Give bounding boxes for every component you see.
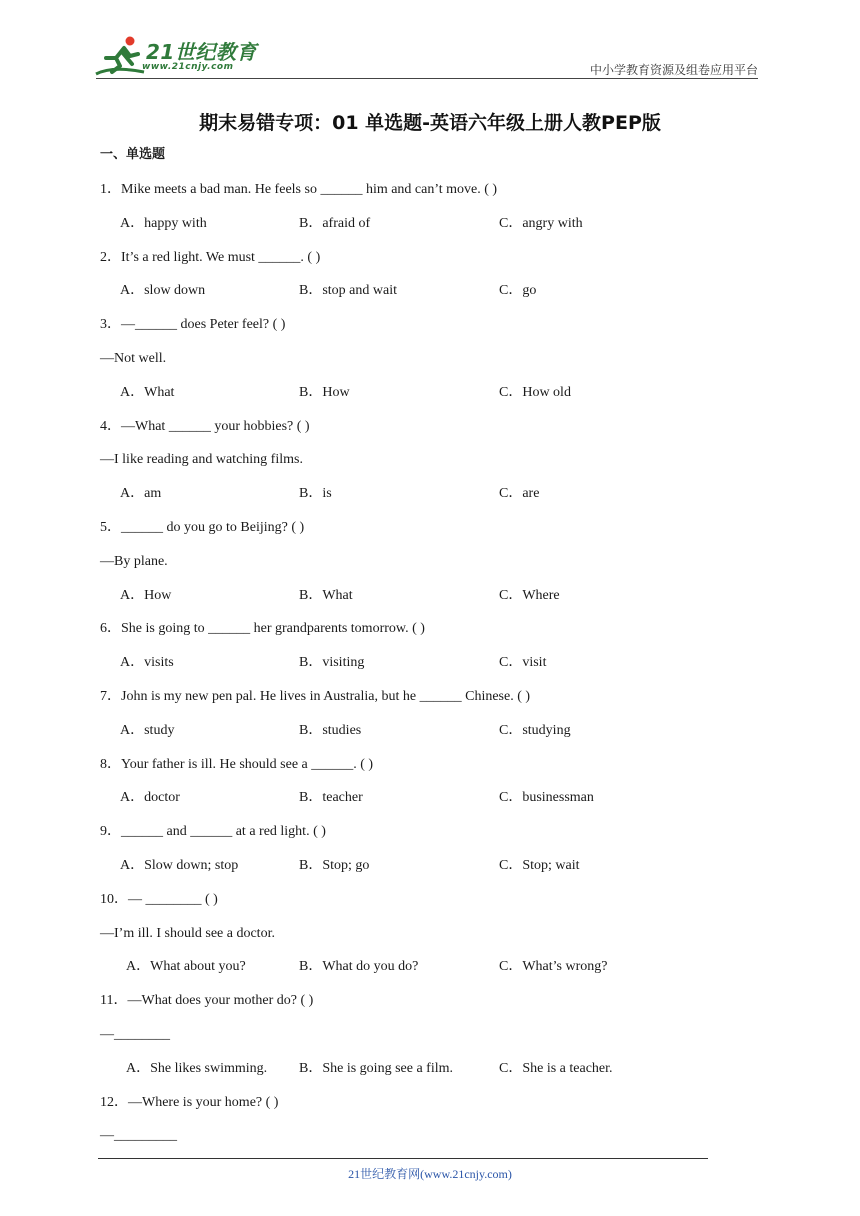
- question-response: —I like reading and watching films.: [100, 452, 303, 468]
- question-stem: 3．—______ does Peter feel? ( ): [100, 317, 286, 333]
- option-a: A．What: [120, 384, 175, 400]
- options-row: [100, 721, 760, 755]
- option-c: C．visit: [499, 655, 547, 671]
- options-row: [100, 484, 760, 518]
- logo-text: 21世纪教育: [146, 40, 257, 64]
- question-item: [100, 315, 760, 416]
- section-heading: 一、单选题: [100, 147, 166, 162]
- option-a: A．slow down: [120, 283, 206, 299]
- footer-divider: [98, 1158, 708, 1159]
- option-a: A．happy with: [120, 215, 207, 231]
- question-item: [100, 518, 760, 619]
- option-a: A．am: [120, 486, 162, 502]
- question-item: [100, 180, 760, 248]
- options-row: [100, 957, 760, 991]
- logo-url: www.21cnjy.com: [142, 62, 234, 72]
- question-item: [100, 417, 760, 518]
- options-row: [100, 281, 760, 315]
- options-row: [100, 214, 760, 248]
- option-a: A．visits: [120, 655, 174, 671]
- option-b: B．How: [299, 384, 350, 400]
- site-logo: [94, 34, 264, 78]
- option-c: C．are: [499, 486, 540, 502]
- option-a: A．Slow down; stop: [120, 857, 239, 873]
- option-c: C．studying: [499, 722, 571, 738]
- option-c: C．How old: [499, 384, 571, 400]
- question-stem: 2．It’s a red light. We must ______. ( ): [100, 249, 321, 265]
- question-stem: 9．______ and ______ at a red light. ( ): [100, 824, 326, 840]
- option-b: B．What do you do?: [299, 959, 419, 975]
- option-c: C．Stop; wait: [499, 857, 580, 873]
- option-a: A．How: [120, 587, 172, 603]
- question-response: —Not well.: [100, 350, 167, 366]
- question-stem: 7．John is my new pen pal. He lives in Australia, but he ______ Chinese. ( ): [100, 688, 531, 704]
- options-row: [100, 653, 760, 687]
- question-stem: 6．She is going to ______ her grandparents tomorrow. ( ): [100, 621, 425, 637]
- question-response: —________: [100, 1026, 170, 1042]
- option-a: A．study: [120, 722, 175, 738]
- option-b: B．is: [299, 486, 332, 502]
- question-stem: 1．Mike meets a bad man. He feels so ______ him and can’t move. ( ): [100, 182, 498, 197]
- question-response: —_________: [100, 1128, 177, 1144]
- question-item: [100, 991, 760, 1092]
- option-c: C．What’s wrong?: [499, 959, 608, 975]
- question-list: [100, 146, 760, 1160]
- options-row: [100, 383, 760, 417]
- page-title: 期末易错专项：01 单选题-英语六年级上册人教PEP版: [199, 112, 661, 134]
- footer-text: 21世纪教育网(www.21cnjy.com): [348, 1167, 512, 1181]
- question-stem: 11．—What does your mother do? ( ): [100, 993, 314, 1009]
- question-item: [100, 687, 760, 755]
- option-b: B．stop and wait: [299, 283, 397, 299]
- option-c: C．She is a teacher.: [499, 1060, 613, 1076]
- question-item: [100, 822, 760, 890]
- question-stem: 8．Your father is ill. He should see a ______. ( ): [100, 756, 374, 772]
- options-row: [100, 788, 760, 822]
- header-divider: [96, 78, 758, 79]
- question-item: [100, 755, 760, 823]
- option-a: A．doctor: [120, 790, 180, 806]
- option-b: B．visiting: [299, 655, 365, 671]
- option-b: B．Stop; go: [299, 857, 370, 873]
- page-header: [94, 30, 758, 80]
- question-stem: 4．—What ______ your hobbies? ( ): [100, 418, 310, 434]
- question-item: [100, 248, 760, 316]
- option-b: B．She is going see a film.: [299, 1060, 453, 1076]
- options-row: [100, 856, 760, 890]
- question-stem: 12．—Where is your home? ( ): [100, 1094, 279, 1110]
- question-response: —By plane.: [100, 553, 168, 569]
- question-item: [100, 890, 760, 991]
- option-a: A．What about you?: [126, 959, 246, 975]
- option-a: A．She likes swimming.: [126, 1060, 268, 1076]
- question-response: —I’m ill. I should see a doctor.: [100, 925, 275, 941]
- option-b: B．afraid of: [299, 215, 371, 231]
- option-b: B．teacher: [299, 790, 363, 806]
- questions-container: [100, 180, 760, 1160]
- option-b: B．What: [299, 587, 353, 603]
- option-c: C．go: [499, 283, 537, 299]
- question-item: [100, 1093, 760, 1161]
- option-c: C．businessman: [499, 790, 594, 806]
- question-stem: 5．______ do you go to Beijing? ( ): [100, 519, 305, 535]
- option-c: C．angry with: [499, 215, 583, 231]
- question-stem: 10．— ________ ( ): [100, 891, 218, 907]
- header-platform-text: 中小学教育资源及组卷应用平台: [589, 63, 758, 77]
- options-row: [100, 1059, 760, 1093]
- options-row: [100, 586, 760, 620]
- option-c: C．Where: [499, 587, 560, 603]
- question-item: [100, 619, 760, 687]
- option-b: B．studies: [299, 722, 362, 738]
